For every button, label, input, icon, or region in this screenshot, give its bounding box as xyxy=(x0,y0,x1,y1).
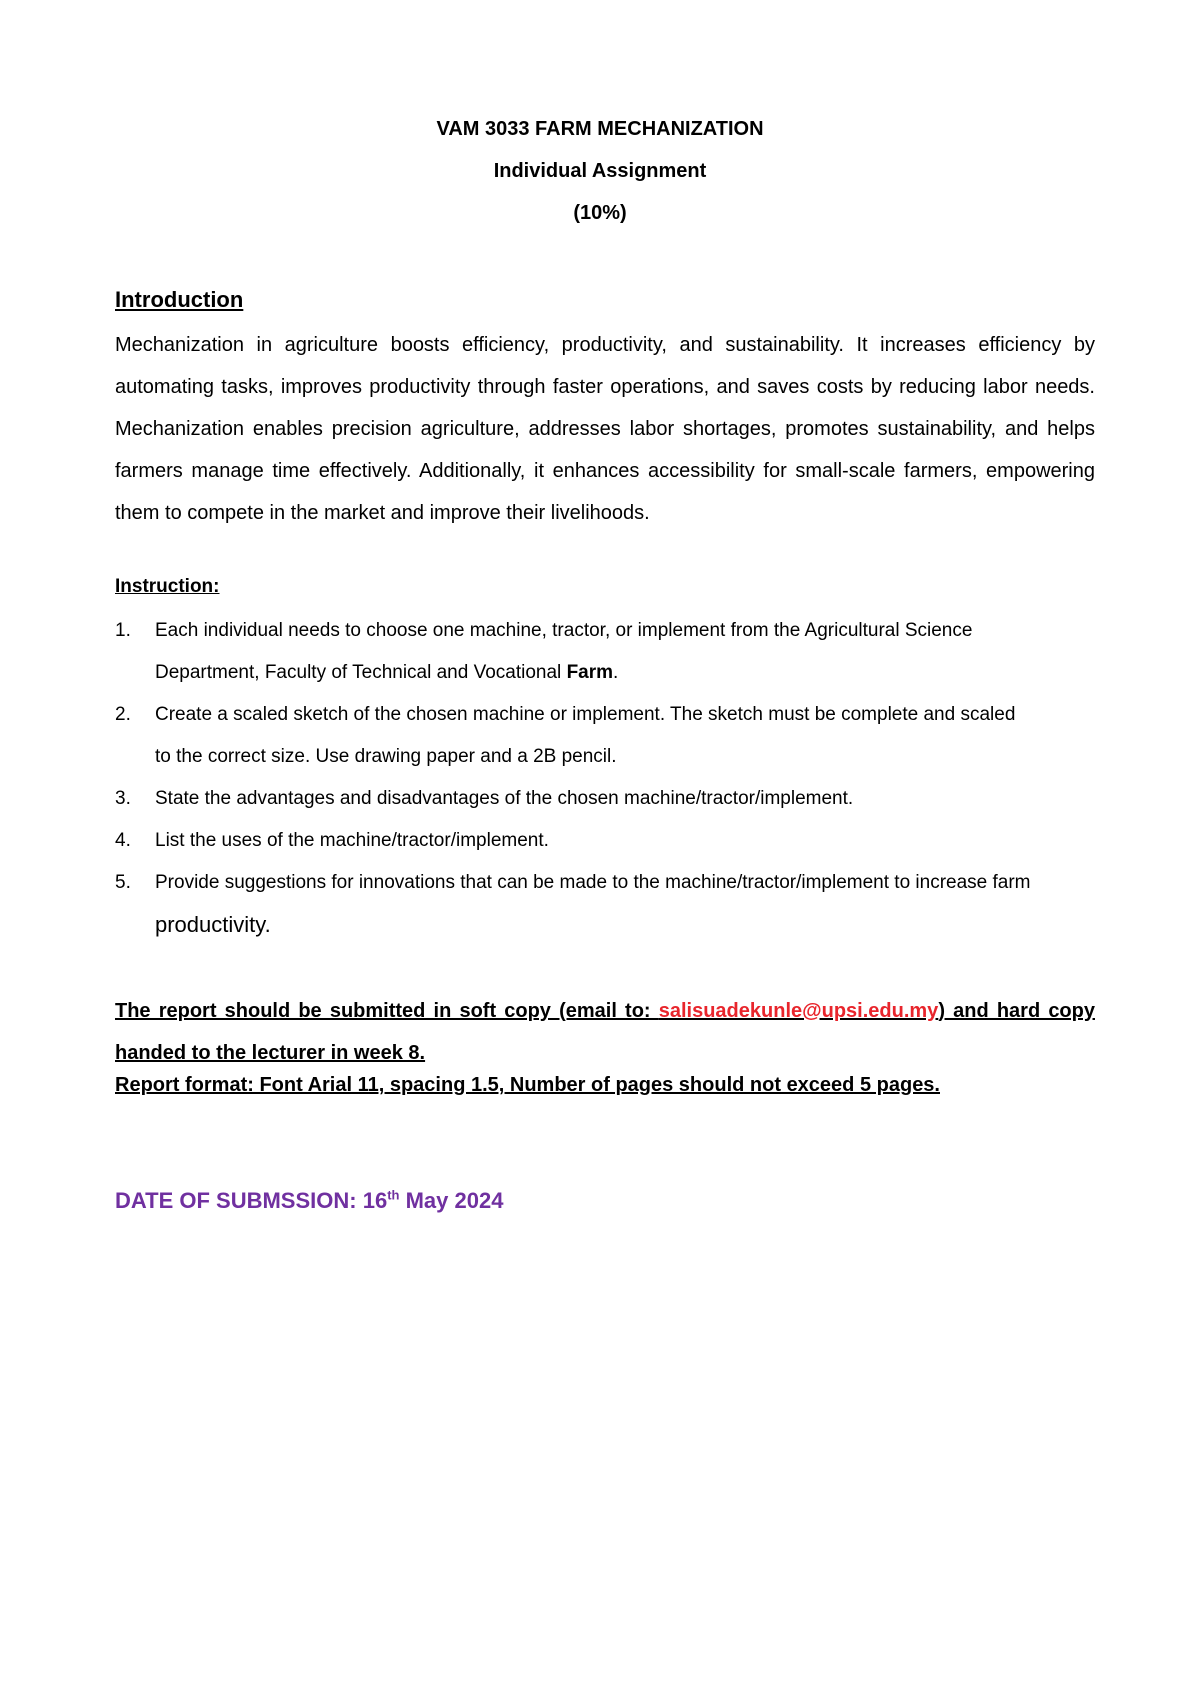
instruction-text: List the uses of the machine/tractor/implement. xyxy=(155,830,549,851)
instruction-item xyxy=(115,862,1035,948)
instruction-item xyxy=(115,694,1035,778)
instruction-text: Create a scaled sketch of the chosen machine or implement. The sketch must be complete and scaled to the correct size. Use drawing paper and a 2B pencil. xyxy=(155,704,1016,767)
submission-date-label: DATE OF SUBMSSION: xyxy=(115,1188,363,1213)
report-format-note: Report format: Font Arial 11, spacing 1.5, Number of pages should not exceed 5 pages. xyxy=(115,1074,940,1096)
submission-text: The report should be submitted in soft copy (email to: xyxy=(115,1000,659,1022)
submission-date-suffix: th xyxy=(387,1187,400,1203)
title-block xyxy=(0,116,1200,242)
instruction-text: Provide suggestions for innovations that can be made to the machine/tractor/implement to increase farm xyxy=(155,872,1031,893)
course-title: VAM 3033 FARM MECHANIZATION xyxy=(436,118,764,140)
instruction-number: 3. xyxy=(115,788,131,809)
instruction-number: 4. xyxy=(115,830,131,851)
introduction-text xyxy=(115,324,1095,534)
instruction-list xyxy=(115,610,1095,948)
introduction-heading: Introduction xyxy=(115,287,244,312)
instruction-heading: Instruction: xyxy=(115,576,220,597)
submission-text-end: ) and hard copy handed to the lecturer in week 8. xyxy=(115,1000,1095,1064)
submission-date-day: 16 xyxy=(362,1188,388,1213)
assignment-weight: (10%) xyxy=(573,202,627,224)
instruction-text: State the advantages and disadvantages of the chosen machine/tractor/implement. xyxy=(155,788,854,809)
instruction-number: 2. xyxy=(115,704,131,725)
instruction-item xyxy=(115,610,1035,694)
instruction-bold-word: Farm xyxy=(566,662,614,683)
email-link[interactable]: salisuadekunle@upsi.edu.my xyxy=(658,1000,939,1022)
submission-date-month-year: May 2024 xyxy=(399,1188,504,1213)
instruction-number: 1. xyxy=(115,620,131,641)
assignment-type: Individual Assignment xyxy=(493,160,707,182)
instruction-item xyxy=(115,820,1035,862)
instruction-text: Each individual needs to choose one machine, tractor, or implement from the Agricultural Science Department, Faculty of Technical and Vocational xyxy=(155,620,973,683)
introduction-paragraph: Mechanization in agriculture boosts efficiency, productivity, and sustainability. It increases efficiency by automating tasks, improves productivity through faster operations, and saves costs by reducing labor needs. Mechanization enables precision agriculture, addresses labor shortages, promotes sustainability, and helps farmers manage time effectively. Additionally, it enhances accessibility for small-scale farmers, empowering them to compete in the market and improve their livelihoods. xyxy=(115,334,1095,524)
instruction-number: 5. xyxy=(115,872,131,893)
instruction-item xyxy=(115,778,1035,820)
submission-date xyxy=(115,1188,1095,1214)
instruction-text-end: . xyxy=(613,662,619,683)
submission-note xyxy=(115,990,1095,1074)
instruction-text-tail: productivity. xyxy=(155,912,271,937)
